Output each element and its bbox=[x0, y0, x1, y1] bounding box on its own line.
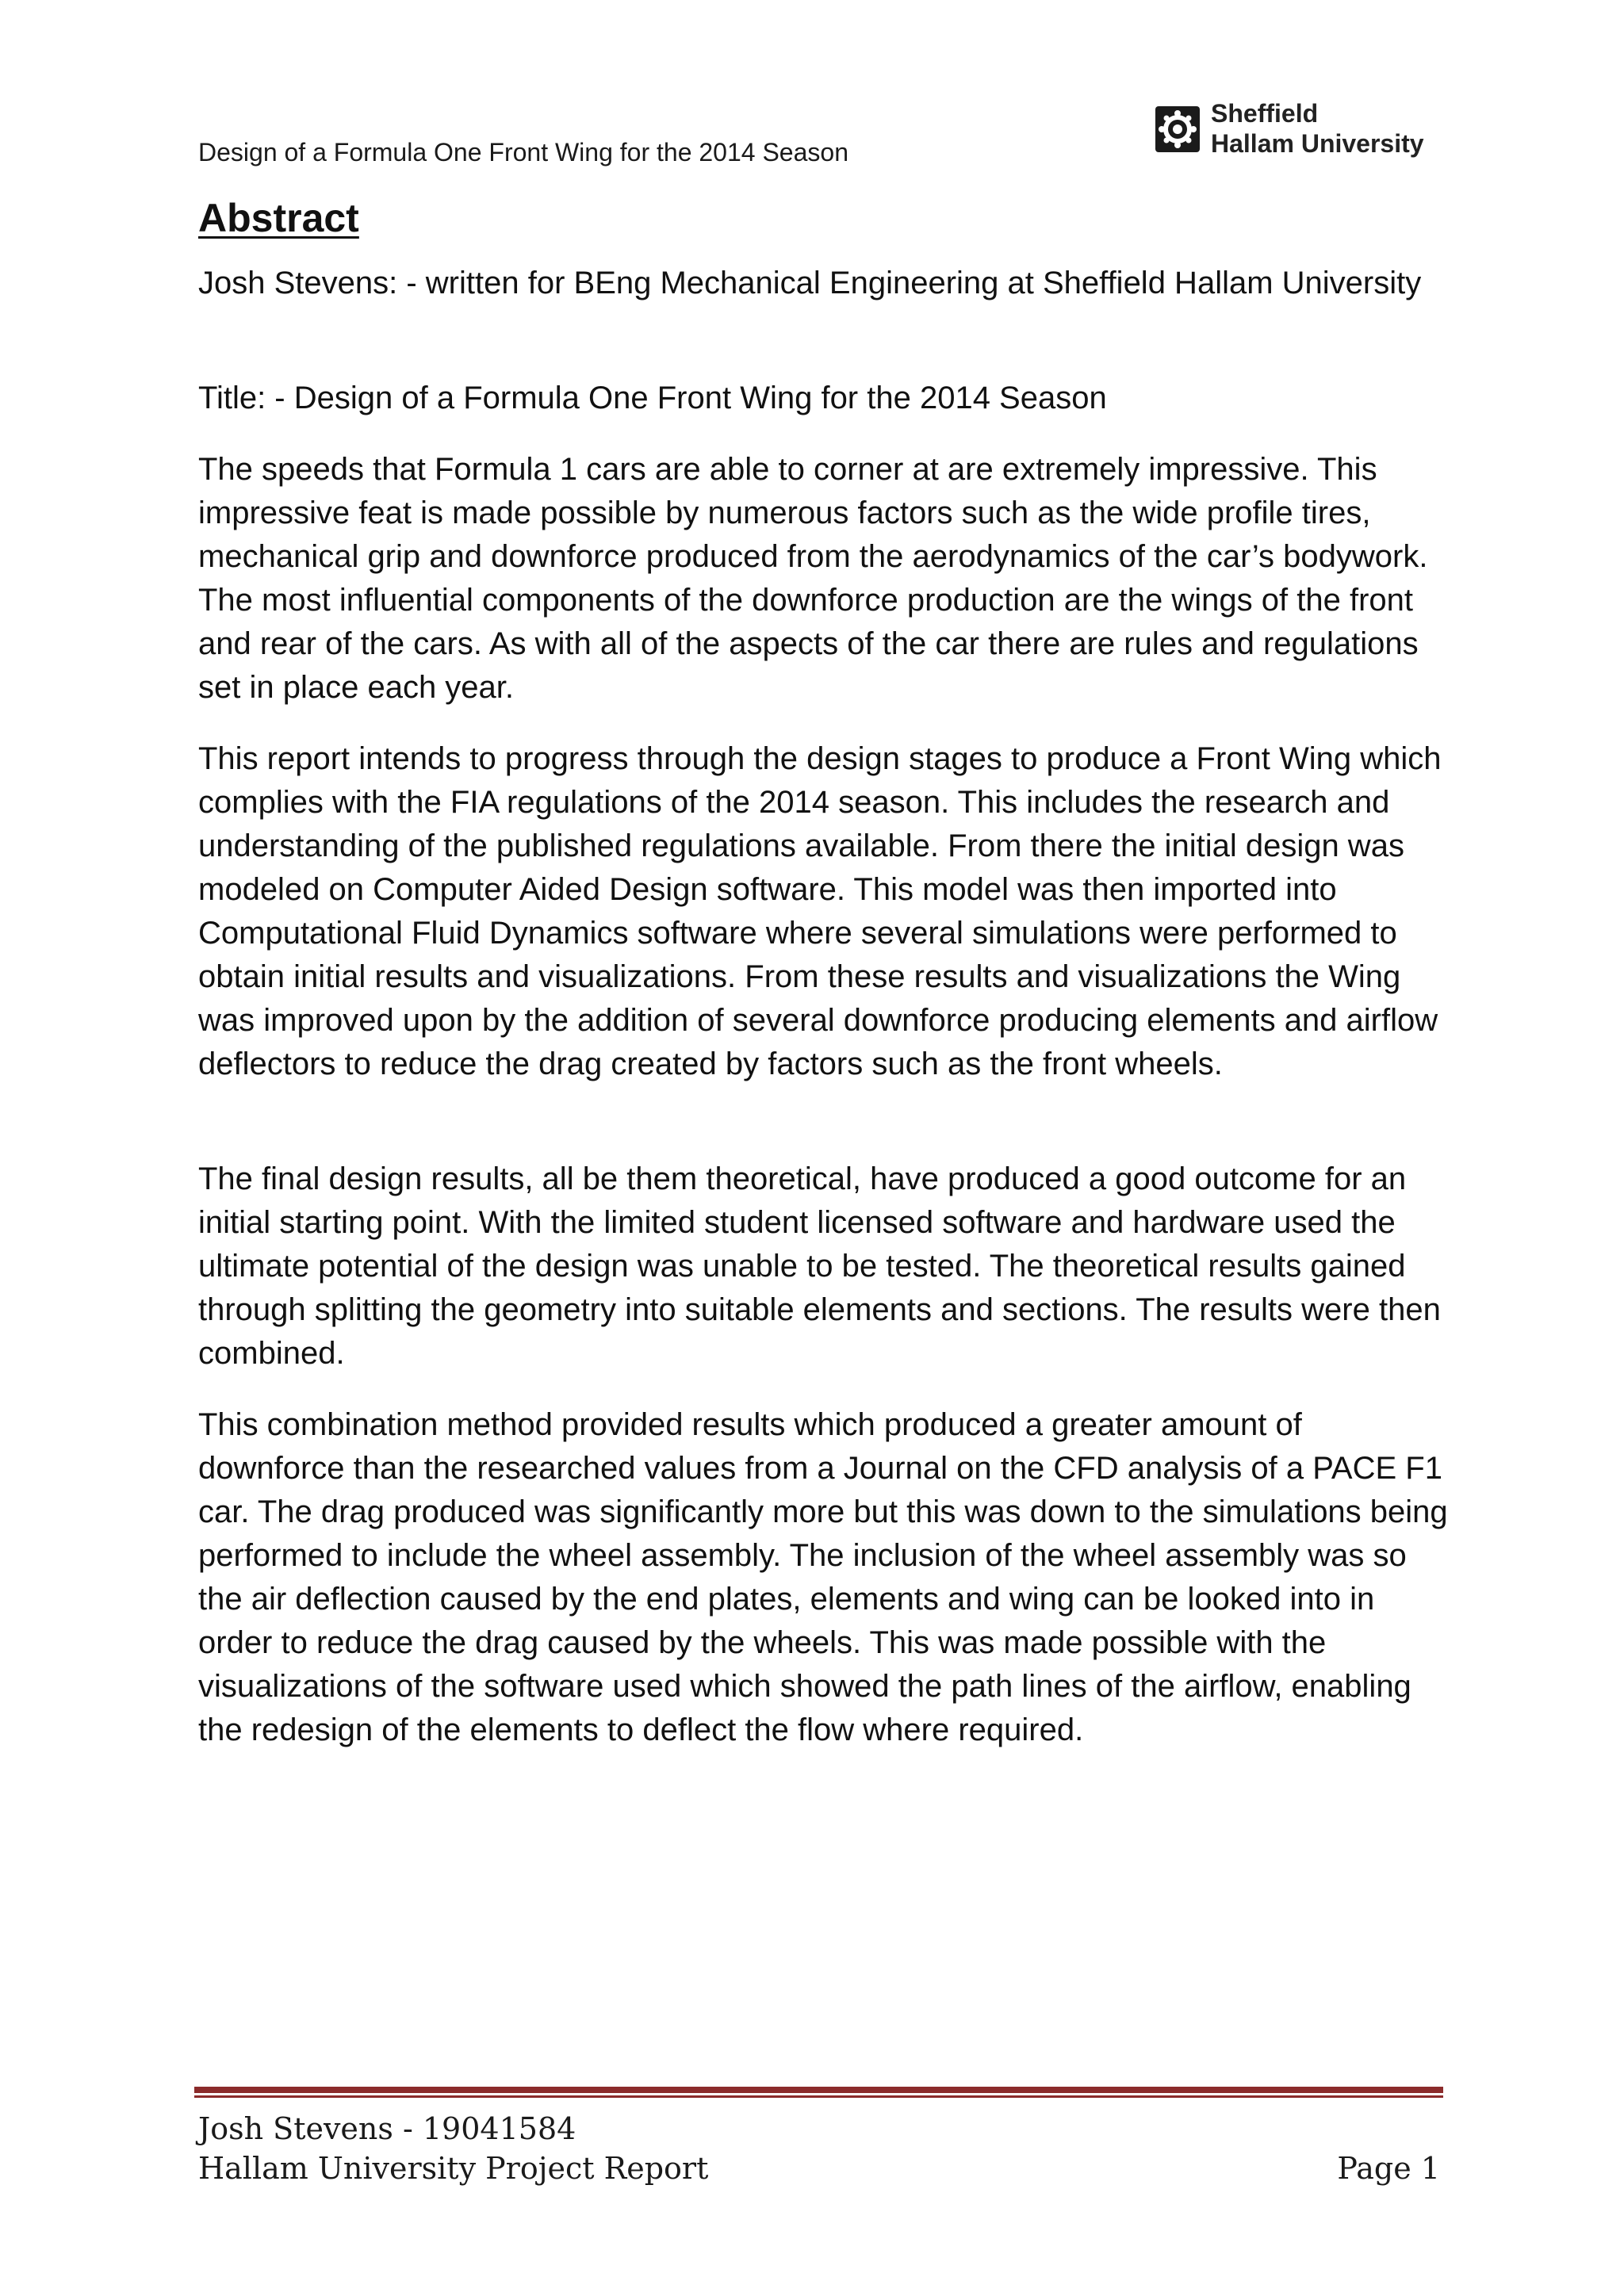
footer-info bbox=[198, 2109, 708, 2188]
footer-divider bbox=[194, 2087, 1443, 2098]
logo-wordmark bbox=[1211, 98, 1424, 159]
footer-author-id: Josh Stevens - 19041584 bbox=[198, 2111, 576, 2146]
university-logo bbox=[1154, 98, 1439, 162]
abstract-paragraph-3: The final design results, all be them theoretical, have produced a good outcome for an initial starting point. With the limited student licensed software and hardware used the ultimate potential of the design was unable to be tested. The theoretical results gained through splitting the geometry into suitable elements and sections. The results were then combined. bbox=[198, 1161, 1441, 1371]
abstract-paragraph-2: This report intends to progress through the design stages to produce a Front Wing which complies with the FIA regulations of the 2014 season. This includes the research and understanding of the published regulations available. From there the initial design was modeled on Computer Aided Design software. This model was then imported into Computational Fluid Dynamics software where several simulations were performed to obtain initial results and visualizations. From these results and visualizations the Wing was improved upon by the addition of several downforce producing elements and airflow deflectors to reduce the drag created by factors such as the front wheels. bbox=[198, 741, 1442, 1081]
abstract-heading: Abstract bbox=[198, 196, 359, 240]
footer-divider-thick bbox=[194, 2087, 1443, 2093]
footer-report-name: Hallam University Project Report bbox=[198, 2151, 709, 2186]
author-line: Josh Stevens: - written for BEng Mechanical Engineering at Sheffield Hallam University bbox=[198, 266, 1422, 300]
logo-line-hallam-university: Hallam University bbox=[1211, 129, 1424, 158]
page-number: Page 1 bbox=[1337, 2151, 1440, 2186]
logo-line-sheffield: Sheffield bbox=[1211, 99, 1319, 128]
abstract-paragraph-1: The speeds that Formula 1 cars are able to corner at are extremely impressive. This impressive feat is made possible by numerous factors such as the wide profile tires, mechanical grip and downforce produced from the aerodynamics of the car’s bodywork. The most influential components of the downforce production are the wings of the front and rear of the cars. As with all of the aspects of the car there are rules and regulations set in place each year. bbox=[198, 452, 1428, 705]
running-header: Design of a Formula One Front Wing for the 2014 Season bbox=[198, 138, 848, 166]
title-line: Title: - Design of a Formula One Front Wing for the 2014 Season bbox=[198, 381, 1107, 415]
abstract-paragraph-4: This combination method provided results which produced a greater amount of downforce than the researched values from a Journal on the CFD analysis of a PACE F1 car. The drag produced was significantly more but this was down to the simulations being performed to include the wheel assembly. The inclusion of the wheel assembly was so the air deflection caused by the end plates, elements and wing can be looked into in order to reduce the drag caused by the wheels. This was made possible with the visualizations of the software used which showed the path lines of the airflow, enabling the redesign of the elements to deflect the flow where required. bbox=[198, 1407, 1448, 1747]
footer-divider-thin bbox=[194, 2095, 1443, 2098]
university-crest-icon bbox=[1154, 103, 1203, 155]
